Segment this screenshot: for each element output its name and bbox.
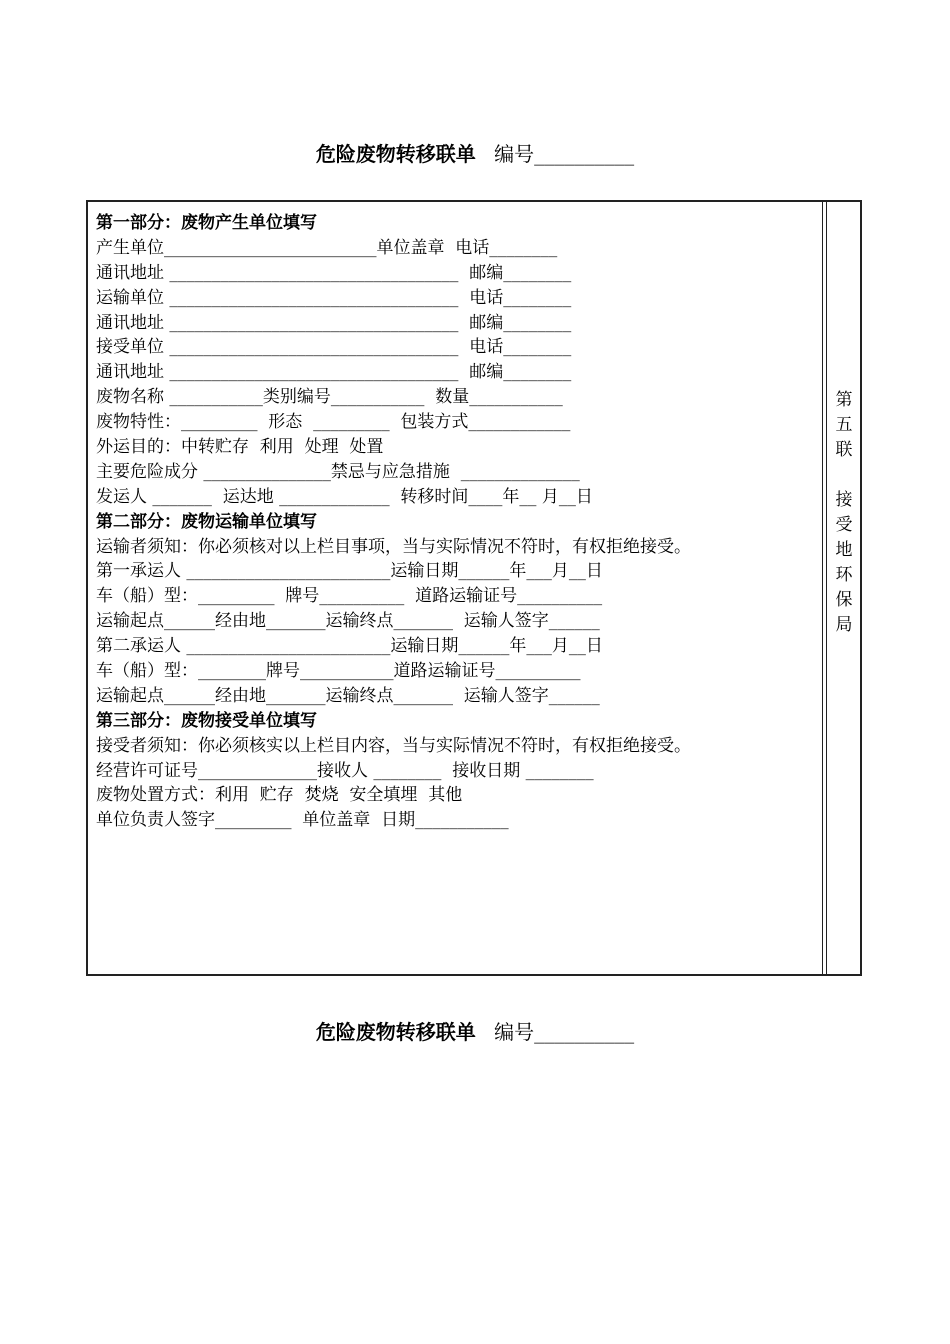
form-line: 单位负责人签字_________ 单位盖章 日期___________ bbox=[96, 810, 509, 831]
copy-label-char: 保 bbox=[835, 590, 853, 610]
copy-label bbox=[828, 388, 860, 638]
form-line: 产生单位_________________________单位盖章 电话________ bbox=[96, 237, 558, 258]
form-number-label: 编号__________ bbox=[494, 1020, 635, 1044]
form-line: 运输起点______经由地_______运输终点_______ 运输人签字______ bbox=[96, 685, 600, 706]
copy-label-gap bbox=[828, 463, 860, 488]
section-heading: 第二部分：废物运输单位填写 bbox=[96, 511, 317, 532]
form-number-label: 编号__________ bbox=[494, 142, 635, 166]
form-title-text: 危险废物转移联单 bbox=[315, 142, 476, 166]
copy-label-char: 局 bbox=[835, 615, 853, 635]
form-line: 接受者须知：你必须核实以上栏目内容，当与实际情况不符时，有权拒绝接受。 bbox=[96, 735, 691, 756]
form-line: 接受单位 __________________________________ 电话________ bbox=[96, 337, 572, 358]
form-line: 车（船）型：________牌号___________道路运输证号__________ bbox=[96, 661, 581, 682]
section-heading: 第一部分：废物产生单位填写 bbox=[96, 213, 317, 233]
form-line: 发运人 _______ 运达地 _____________ 转移时间____年__ 月__日 bbox=[96, 486, 593, 507]
form-line: 第二承运人 ________________________运输日期______年___月__日 bbox=[96, 636, 603, 657]
form-title-bottom bbox=[0, 1016, 950, 1045]
form-line: 通讯地址 __________________________________ 邮编________ bbox=[96, 312, 572, 333]
form-line: 运输者须知：你必须核对以上栏目事项，当与实际情况不符时，有权拒绝接受。 bbox=[96, 536, 691, 557]
form-content bbox=[96, 211, 818, 833]
copy-label-char: 联 bbox=[835, 440, 853, 460]
copy-label-char: 接 bbox=[835, 490, 853, 510]
form-divider bbox=[822, 202, 827, 974]
form-line: 车（船）型：_________ 牌号__________ 道路运输证号__________ bbox=[96, 586, 603, 607]
form-title-text: 危险废物转移联单 bbox=[315, 1020, 476, 1044]
form-line: 经营许可证号______________接收人 ________ 接收日期 ________ bbox=[96, 760, 594, 781]
form-line: 通讯地址 __________________________________ 邮编________ bbox=[96, 362, 572, 383]
form-line: 外运目的：中转贮存 利用 处理 处置 bbox=[96, 437, 384, 458]
copy-label-char: 环 bbox=[835, 565, 853, 585]
copy-label-char: 受 bbox=[835, 515, 853, 535]
form-line: 废物名称 ___________类别编号___________ 数量___________ bbox=[96, 387, 563, 408]
form-line: 第一承运人 ________________________运输日期______年___月__日 bbox=[96, 561, 603, 582]
copy-label-char: 地 bbox=[835, 540, 853, 560]
copy-label-char: 五 bbox=[835, 415, 853, 435]
copy-label-char: 第 bbox=[835, 390, 853, 410]
form-line: 主要危险成分 _______________禁忌与应急措施 ______________ bbox=[96, 461, 580, 482]
transfer-form-box bbox=[86, 200, 862, 976]
form-title-top bbox=[0, 138, 950, 167]
form-line: 废物处置方式：利用 贮存 焚烧 安全填埋 其他 bbox=[96, 785, 463, 806]
form-line: 运输起点______经由地_______运输终点_______ 运输人签字______ bbox=[96, 611, 600, 632]
form-line: 运输单位 __________________________________ 电话________ bbox=[96, 287, 572, 308]
form-line: 废物特性：_________ 形态 _________ 包装方式____________ bbox=[96, 412, 571, 433]
section-heading: 第三部分：废物接受单位填写 bbox=[96, 710, 317, 731]
form-line: 通讯地址 __________________________________ 邮编________ bbox=[96, 262, 572, 283]
